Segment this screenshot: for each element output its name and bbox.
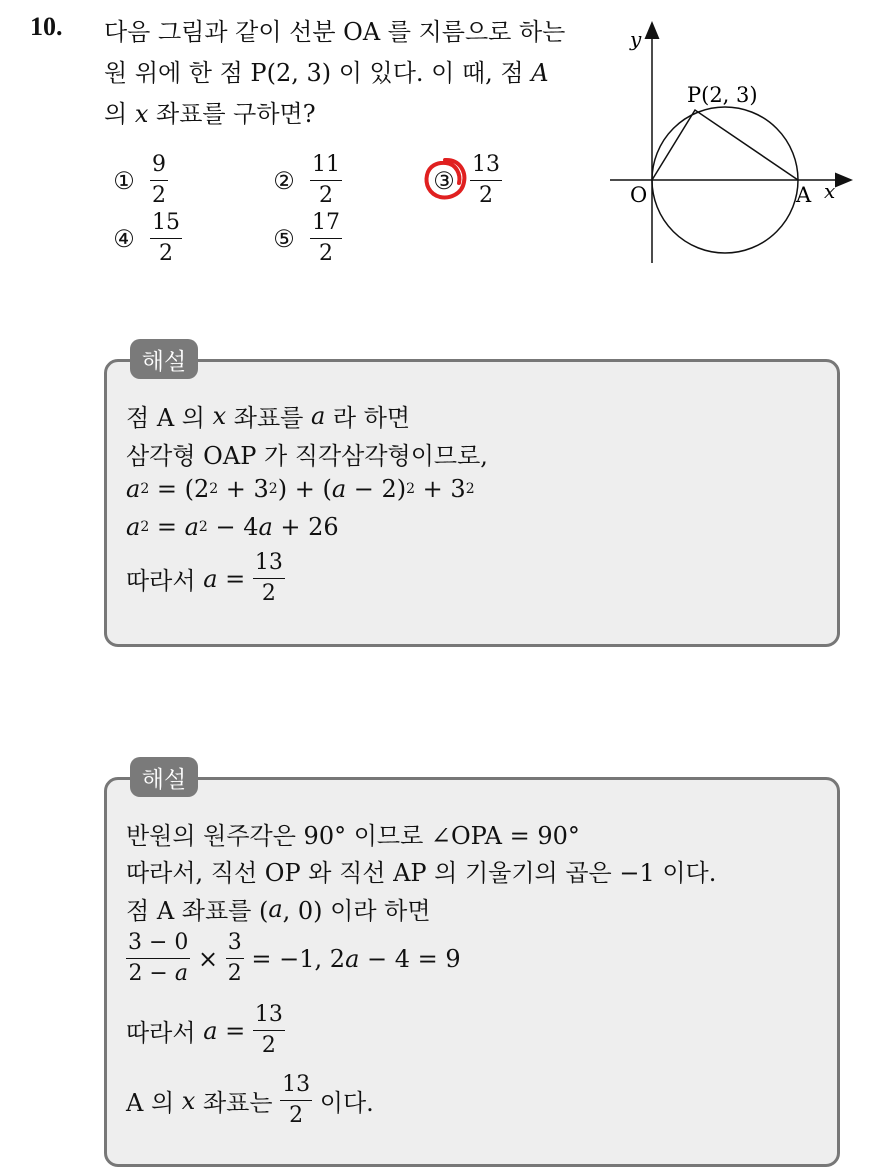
circle-figure: [610, 18, 870, 268]
answer-circle-mark: [420, 154, 470, 204]
question-text: [104, 12, 594, 135]
sol2-line-2: 따라서, 직선 OP 와 직선 AP 의 기울기의 곱은 −1 이다.: [126, 859, 717, 887]
point-p-label: P(2, 3): [687, 83, 758, 107]
origin-label: O: [630, 183, 648, 207]
y-axis-label: y: [630, 27, 642, 51]
sol2-line-5: 따라서 a = $\frac{13}{2}$: [126, 1002, 283, 1058]
triangle-opa: [652, 110, 798, 180]
question-number: 10.: [30, 12, 63, 41]
sol2-line-6: A 의 x 좌표는 $\frac{13}{2}$ 이다.: [126, 1072, 374, 1128]
choice-3[interactable]: ③ $\frac{13}{2}$: [433, 152, 500, 208]
choice-2[interactable]: ② $\frac{11}{2}$: [273, 152, 340, 208]
sol1-line-2: 삼각형 OAP 가 직각삼각형이므로,: [126, 442, 488, 470]
sol2-line-1: 반원의 원주각은 90° 이므로 ∠OPA = 90°: [126, 822, 580, 850]
x-axis-label: x: [824, 179, 836, 203]
question-line-1: 다음 그림과 같이 선분 OA 를 지름으로 하는: [104, 18, 566, 46]
sol1-line-4: a 2 = a 2 − 4 a + 26: [126, 513, 339, 541]
point-a-label: A: [796, 183, 812, 207]
solution-tag-2: 해설: [130, 757, 198, 797]
question-line-3: 의 x 좌표를 구하면?: [104, 100, 316, 128]
choice-4[interactable]: ④ $\frac{15}{2}$: [113, 210, 180, 266]
sol2-line-3: 점 A 좌표를 ( a , 0) 이라 하면: [126, 894, 431, 925]
sol1-line-3: a 2 = (2 2 + 3 2 ) + ( a − 2) 2 + 3 2: [126, 475, 475, 503]
choice-1[interactable]: ① $\frac{9}{2}$: [113, 152, 166, 208]
sol2-line-4: $\frac{3 - 0}{2 - a}$ × $\frac{3}{2}$ = −1, 2 a − 4 = 9: [128, 930, 461, 986]
sol1-line-5: 따라서 a = $\frac{13}{2}$: [126, 550, 283, 606]
sol1-line-1: 점 A 의 x 좌표를 a 라 하면: [126, 401, 411, 432]
choice-5[interactable]: ⑤ $\frac{17}{2}$: [273, 210, 340, 266]
question-line-2: 원 위에 한 점 P(2, 3) 이 있다. 이 때, 점 A: [104, 59, 549, 87]
solution-tag-1: 해설: [130, 339, 198, 379]
